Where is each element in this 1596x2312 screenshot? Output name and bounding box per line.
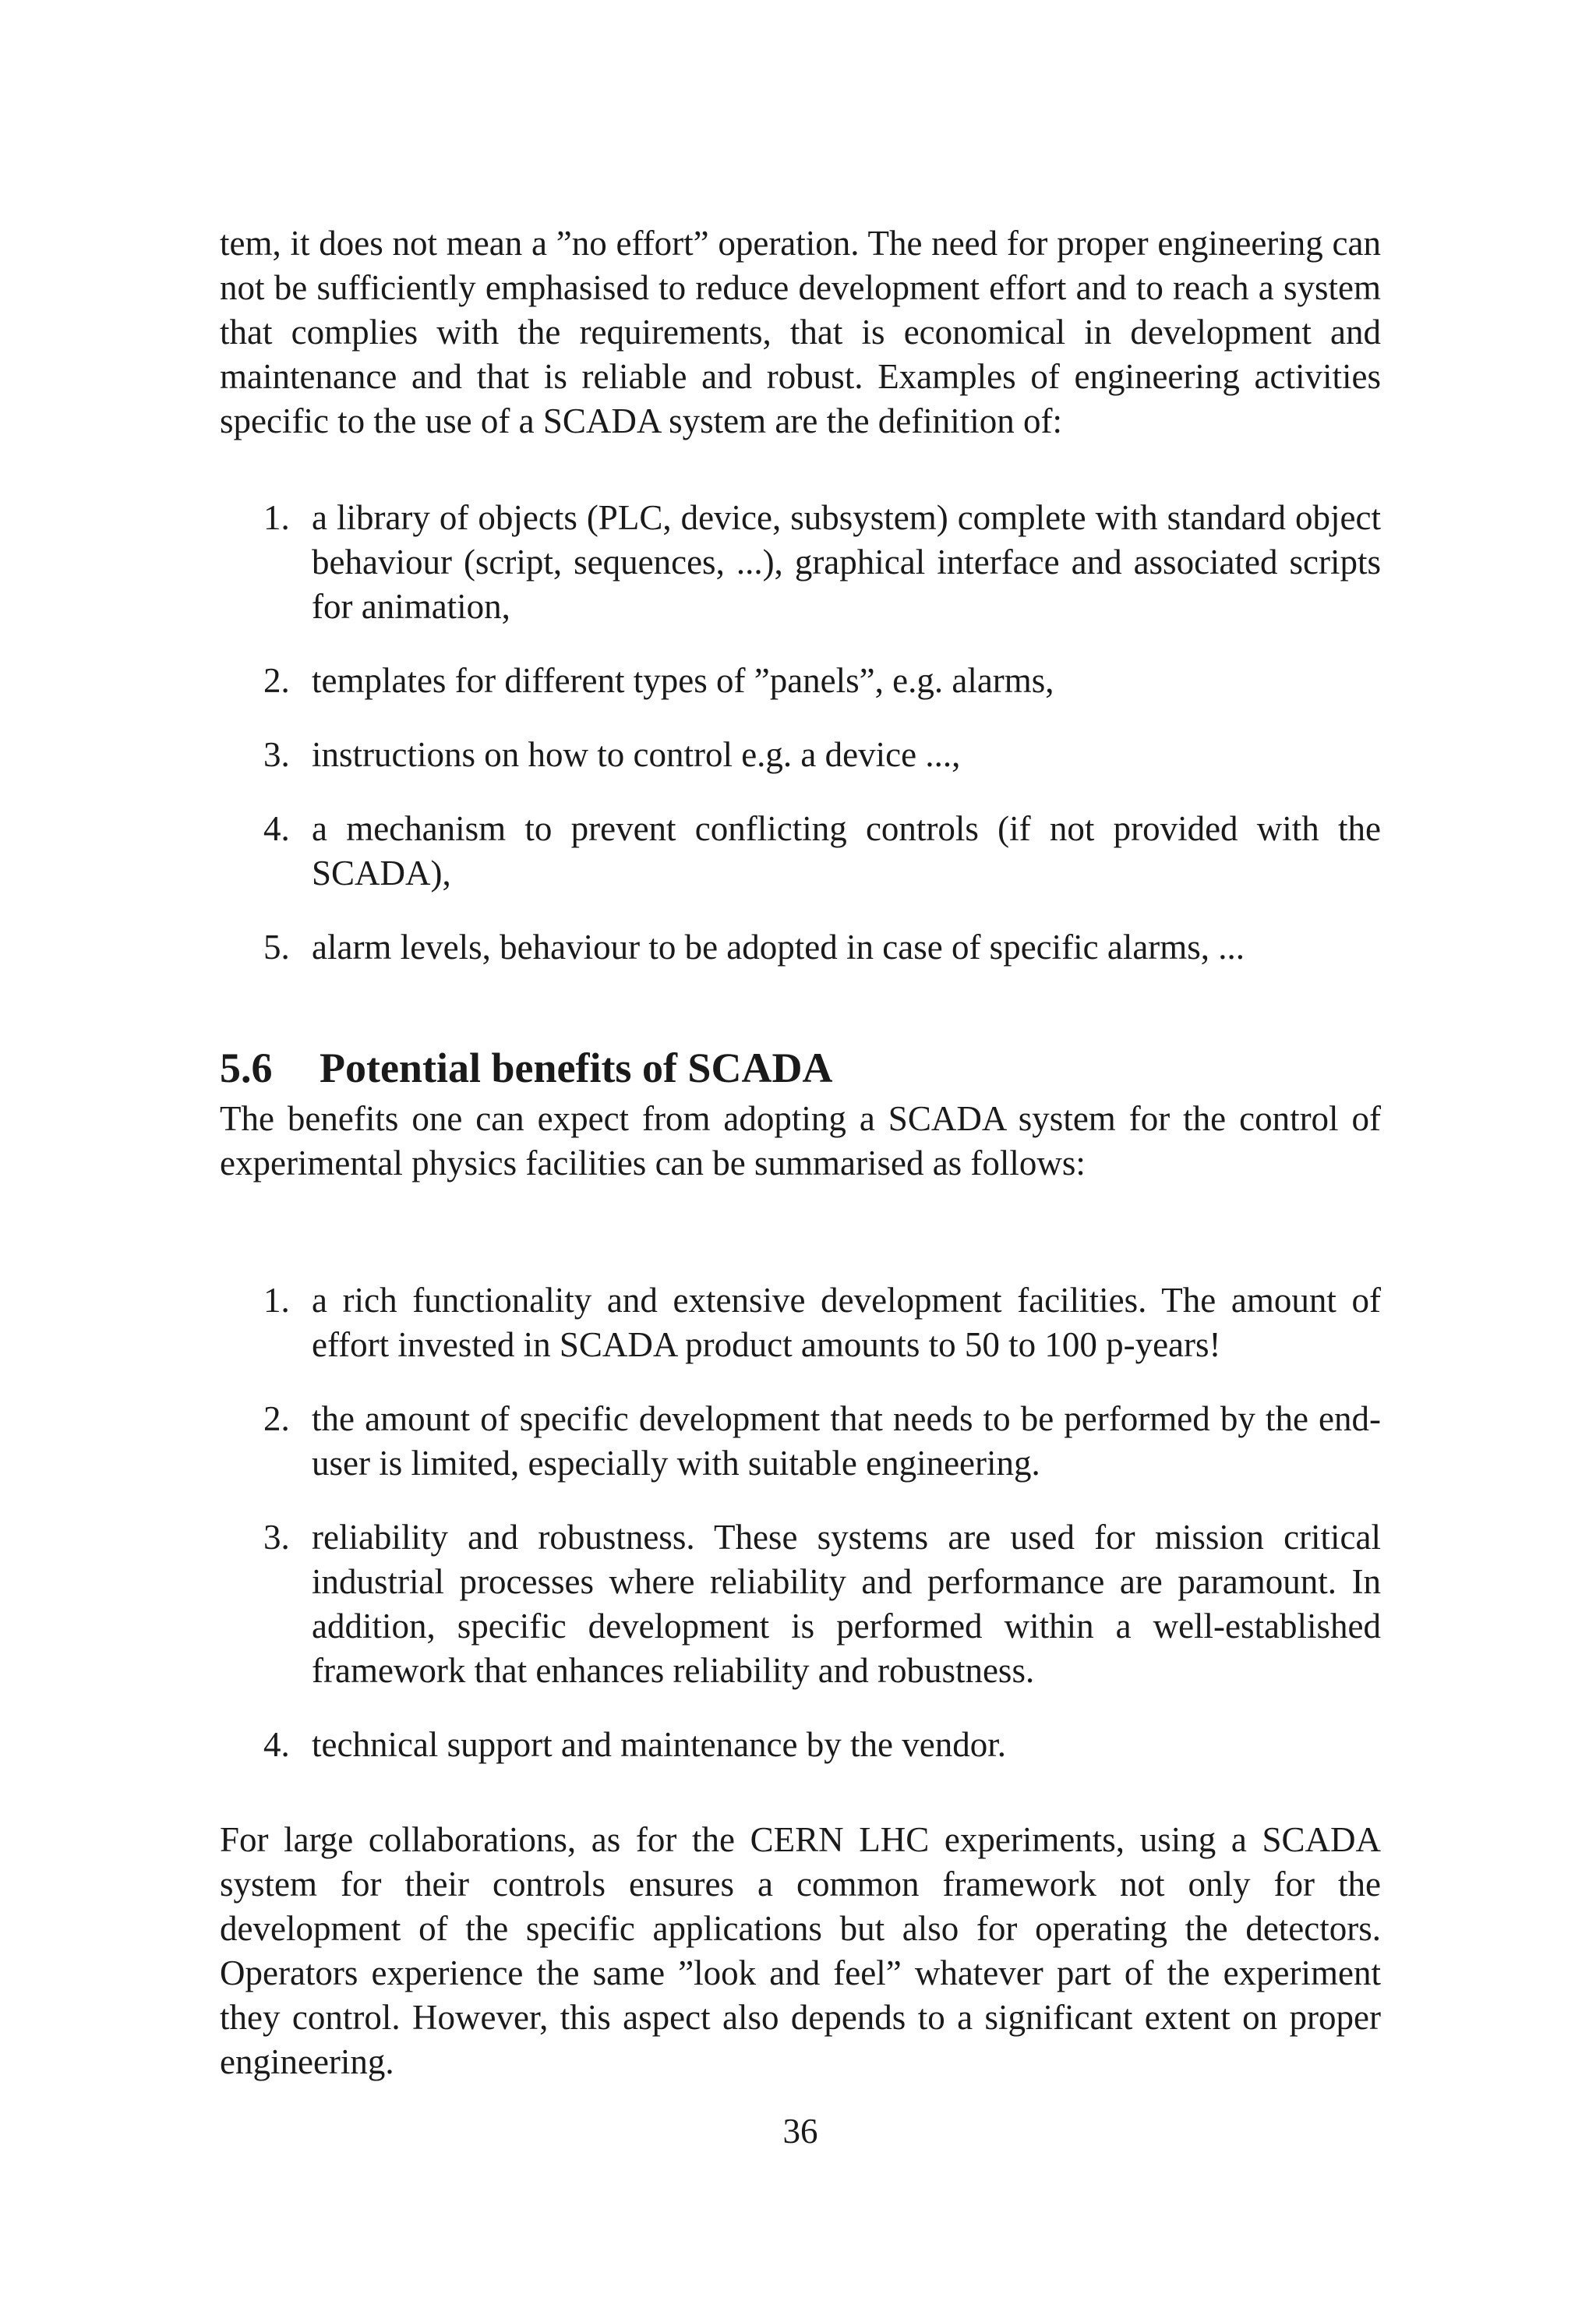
list-item-text: technical support and maintenance by the vendor. bbox=[312, 1725, 1006, 1764]
closing-paragraph: For large collaborations, as for the CERN LHC experiments, using a SCADA system for their controls ensures a common framework not only for the development of the specific applications but also for operating the detectors. Operators experience the same ”look and feel” whatever part of the experiment they control. However, this aspect also depends to a significant extent on proper engineering. bbox=[220, 1820, 1381, 2081]
benefits-list bbox=[220, 1278, 1381, 1797]
page-number: 36 bbox=[782, 2112, 818, 2151]
section-number: 5.6 bbox=[220, 1045, 273, 1091]
list-item bbox=[220, 1397, 1381, 1486]
list-item-text: a library of objects (PLC, device, subsystem) complete with standard object behaviour (script, sequences, ...), graphical interface and associated scripts for animation, bbox=[312, 498, 1381, 626]
list-item-text: alarm levels, behaviour to be adopted in case of specific alarms, ... bbox=[312, 928, 1245, 967]
list-item bbox=[220, 733, 1381, 777]
list-item-number: 2. bbox=[263, 661, 290, 700]
document-page bbox=[220, 0, 1381, 2312]
list-item-number: 3. bbox=[263, 735, 290, 774]
list-item-text: instructions on how to control e.g. a device ..., bbox=[312, 735, 961, 774]
list-item-text: reliability and robustness. These systems are used for mission critical industrial processes where reliability and performance are paramount. In addition, specific development is performed within a well-established framework that enhances reliability and robustness. bbox=[312, 1518, 1381, 1690]
intro-paragraph: tem, it does not mean a ”no effort” operation. The need for proper engineering can not be sufficiently emphasised to reduce development effort and to reach a system that complies with the requirements, that is economical in development and maintenance and that is reliable and robust. Examples of engineering activities specific to the use of a SCADA system are the definition of: bbox=[220, 224, 1381, 440]
section-heading bbox=[220, 1041, 832, 1095]
benefits-intro-paragraph: The benefits one can expect from adopting a SCADA system for the control of experimental physics facilities can be summarised as follows: bbox=[220, 1099, 1381, 1183]
list-item-number: 4. bbox=[263, 1725, 290, 1764]
list-item-number: 5. bbox=[263, 928, 290, 967]
list-item bbox=[220, 807, 1381, 896]
list-item-text: a rich functionality and extensive development facilities. The amount of effort invested in SCADA product amounts to 50 to 100 p-years! bbox=[312, 1281, 1381, 1364]
list-item-number: 1. bbox=[263, 1281, 290, 1320]
list-item bbox=[220, 659, 1381, 703]
list-item bbox=[220, 925, 1381, 970]
list-item bbox=[220, 1515, 1381, 1693]
list-item-number: 4. bbox=[263, 809, 290, 848]
list-item-text: templates for different types of ”panels”, e.g. alarms, bbox=[312, 661, 1054, 700]
section-title: Potential benefits of SCADA bbox=[320, 1045, 833, 1091]
list-item-number: 1. bbox=[263, 498, 290, 537]
list-item-text: a mechanism to prevent conflicting controls (if not provided with the SCADA), bbox=[312, 809, 1381, 893]
list-item-number: 2. bbox=[263, 1399, 290, 1438]
list-item-number: 3. bbox=[263, 1518, 290, 1557]
list-item-text: the amount of specific development that needs to be performed by the end-user is limited, especially with suitable engineering. bbox=[312, 1399, 1381, 1483]
list-item bbox=[220, 1278, 1381, 1367]
list-item bbox=[220, 496, 1381, 629]
list-item bbox=[220, 1723, 1381, 1767]
engineering-activities-list bbox=[220, 496, 1381, 999]
